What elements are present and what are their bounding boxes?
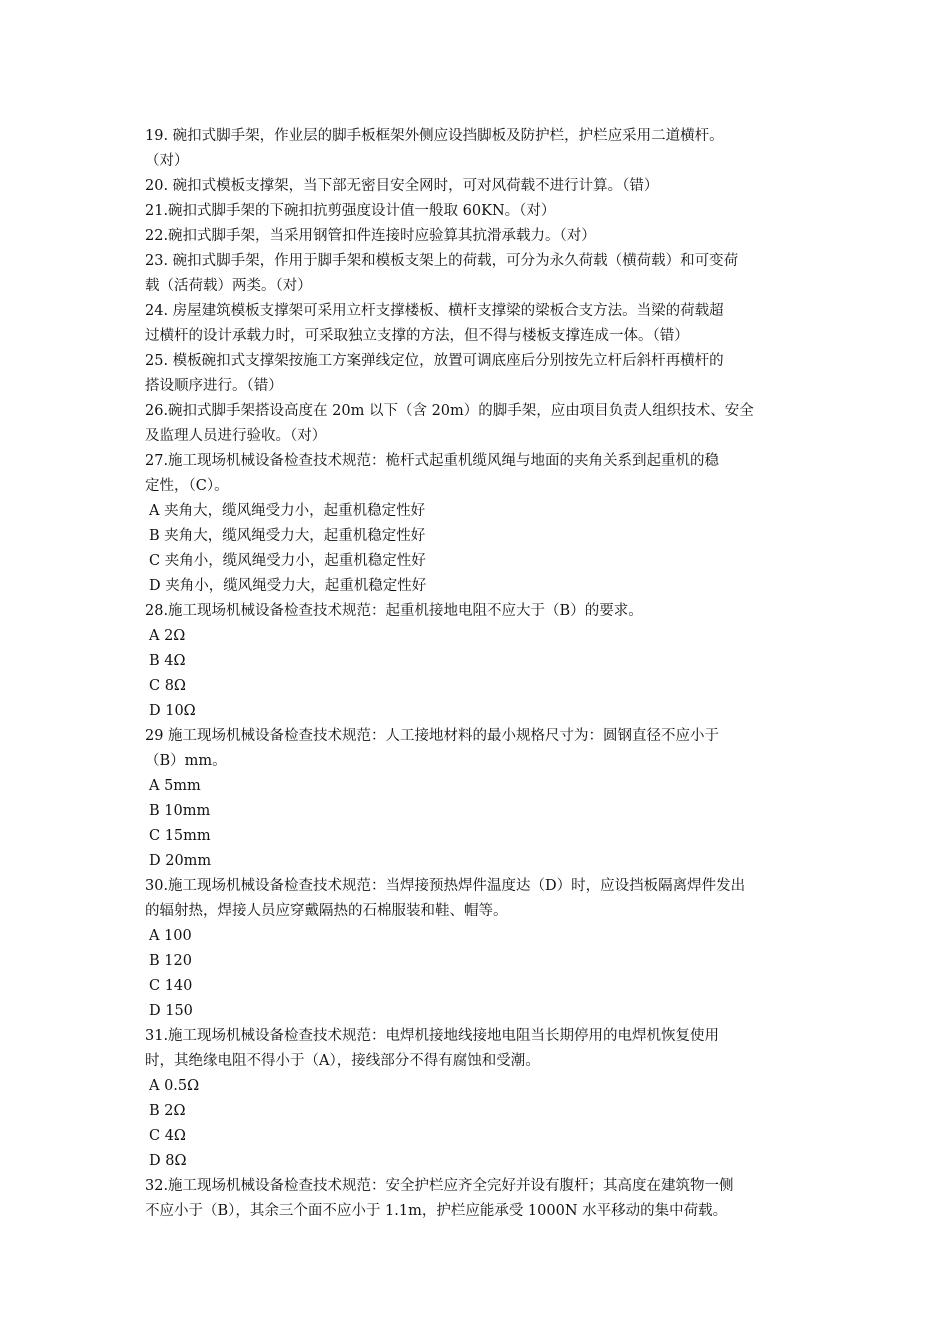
option-line: B 4Ω xyxy=(149,653,186,669)
option-line: A 5mm xyxy=(149,778,201,794)
text-line: 30.施工现场机械设备检查技术规范：当焊接预热焊件温度达（D）时，应设挡板隔离焊件发出 xyxy=(145,878,746,894)
text-line: 搭设顺序进行。（错） xyxy=(145,378,283,394)
option-line: C 4Ω xyxy=(149,1128,186,1144)
text-line: 载（活荷载）两类。（对） xyxy=(145,278,312,294)
option-line: D 8Ω xyxy=(149,1153,187,1169)
option-line: A 2Ω xyxy=(149,628,186,644)
option-line: B 2Ω xyxy=(149,1103,186,1119)
option-line: A 夹角大，缆风绳受力小，起重机稳定性好 xyxy=(149,503,426,519)
option-line: D 夹角小，缆风绳受力大，起重机稳定性好 xyxy=(149,578,427,594)
text-line: 不应小于（B），其余三个面不应小于 1.1m，护栏应能承受 1000N 水平移动的集中荷载。 xyxy=(145,1203,728,1219)
option-line: D 10Ω xyxy=(149,703,196,719)
text-line: （对） xyxy=(145,153,189,169)
option-line: B 120 xyxy=(149,953,192,969)
text-line: 及监理人员进行验收。（对） xyxy=(145,428,327,444)
option-line: D 150 xyxy=(149,1003,193,1019)
option-line: C 140 xyxy=(149,978,193,994)
text-line: 32.施工现场机械设备检查技术规范：安全护栏应齐全完好并设有腹杆；其高度在建筑物一侧 xyxy=(145,1178,734,1194)
question-text xyxy=(145,124,810,1224)
text-line: 26.碗扣式脚手架搭设高度在 20m 以下（含 20m）的脚手架，应由项目负责人组织技术、安全 xyxy=(145,403,754,419)
text-line: 22.碗扣式脚手架，当采用钢管扣件连接时应验算其抗滑承载力。（对） xyxy=(145,228,596,244)
option-line: C 8Ω xyxy=(149,678,186,694)
option-line: A 100 xyxy=(149,928,192,944)
text-line: 23. 碗扣式脚手架，作用于脚手架和模板支架上的荷载，可分为永久荷载（横荷载）和可变荷 xyxy=(145,253,739,269)
text-line: 27.施工现场机械设备检查技术规范：桅杆式起重机缆风绳与地面的夹角关系到起重机的稳 xyxy=(145,453,720,469)
text-line: （B）mm。 xyxy=(145,753,227,769)
text-line: 定性，（C）。 xyxy=(145,478,229,494)
text-line: 25. 模板碗扣式支撑架按施工方案弹线定位，放置可调底座后分别按先立杆后斜杆再横杆的 xyxy=(145,353,724,369)
text-line: 19. 碗扣式脚手架，作业层的脚手板框架外侧应设挡脚板及防护栏，护栏应采用二道横杆。 xyxy=(145,128,724,144)
text-line: 28.施工现场机械设备检查技术规范：起重机接地电阻不应大于（B）的要求。 xyxy=(145,603,643,619)
text-line: 过横杆的设计承载力时，可采取独立支撑的方法，但不得与楼板支撑连成一体。（错） xyxy=(145,328,689,344)
option-line: D 20mm xyxy=(149,853,212,869)
option-line: A 0.5Ω xyxy=(149,1078,200,1094)
text-line: 时，其绝缘电阻不得小于（A），接线部分不得有腐蚀和受潮。 xyxy=(145,1053,540,1069)
option-line: B 10mm xyxy=(149,803,211,819)
text-line: 31.施工现场机械设备检查技术规范：电焊机接地线接地电阻当长期停用的电焊机恢复使用 xyxy=(145,1028,720,1044)
text-line: 29 施工现场机械设备检查技术规范：人工接地材料的最小规格尺寸为：圆钢直径不应小于 xyxy=(145,728,720,744)
option-line: C 15mm xyxy=(149,828,211,844)
text-line: 20. 碗扣式模板支撑架，当下部无密目安全网时，可对风荷载不进行计算。（错） xyxy=(145,178,659,194)
text-line: 的辐射热，焊接人员应穿戴隔热的石棉服装和鞋、帽等。 xyxy=(145,903,508,919)
option-line: B 夹角大，缆风绳受力大，起重机稳定性好 xyxy=(149,528,426,544)
option-line: C 夹角小，缆风绳受力小，起重机稳定性好 xyxy=(149,553,426,569)
text-line: 21.碗扣式脚手架的下碗扣抗剪强度设计值一般取 60KN。（对） xyxy=(145,203,556,219)
text-line: 24. 房屋建筑模板支撑架可采用立杆支撑楼板、横杆支撑梁的梁板合支方法。当梁的荷载超 xyxy=(145,303,724,319)
